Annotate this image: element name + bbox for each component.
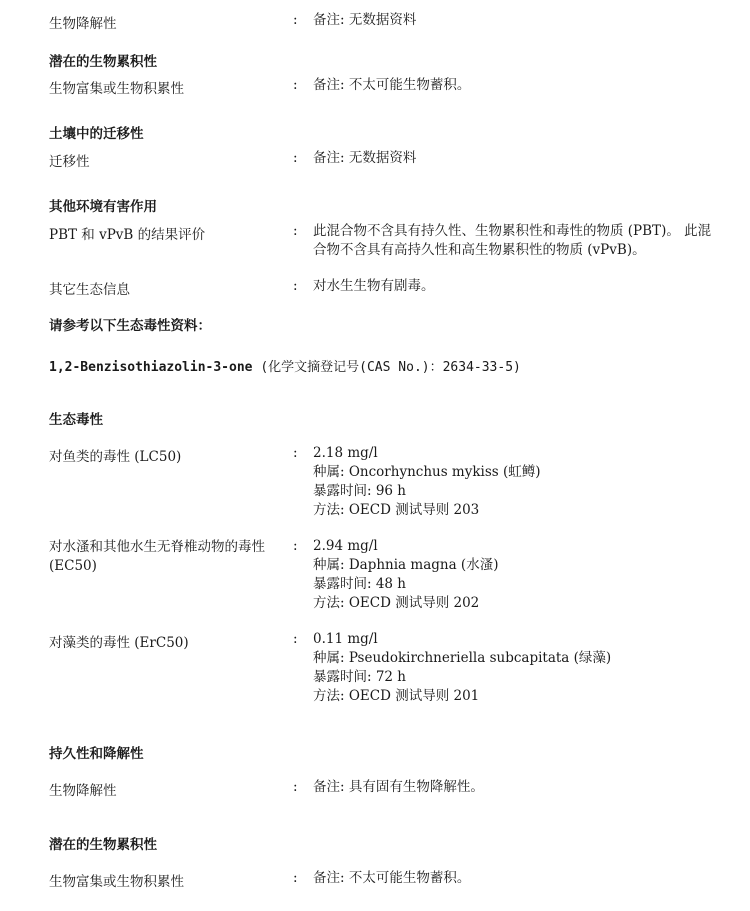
substance-cas: (化学文摘登记号(CAS No.)：2634-33-5) xyxy=(252,360,521,375)
persistence-biodeg-value: 备注: 具有固有生物降解性。 xyxy=(313,779,484,795)
daphnia-species: 种属: Daphnia magna (水溞) xyxy=(313,557,499,573)
daphnia-value: 2.94 mg/l xyxy=(313,538,378,554)
colon: : xyxy=(293,77,298,93)
bioconcentration-label: 生物富集或生物积累性 xyxy=(49,81,184,97)
bioaccumulation-heading-2: 潜在的生物累积性 xyxy=(49,837,157,853)
bioaccumulation-heading: 潜在的生物累积性 xyxy=(49,54,157,70)
pbt-assessment-line2: 合物不含具有高持久性和高生物累积性的物质 (vPvB)。 xyxy=(313,242,646,258)
refer-heading: 请参考以下生态毒性资料： xyxy=(49,318,211,334)
daphnia-method: 方法: OECD 测试导则 202 xyxy=(313,595,480,611)
colon: : xyxy=(293,631,298,647)
substance-name: 1,2-Benzisothiazolin-3-one xyxy=(49,360,253,375)
colon: : xyxy=(293,150,298,166)
biodegradability-value: 备注: 无数据资料 xyxy=(313,12,417,28)
algae-value: 0.11 mg/l xyxy=(313,631,378,647)
pbt-assessment-label: PBT 和 vPvB 的结果评价 xyxy=(49,227,206,243)
pbt-assessment-line1: 此混合物不含具有持久性、生物累积性和毒性的物质 (PBT)。 此混 xyxy=(313,223,712,239)
bioconcentration-label-2: 生物富集或生物积累性 xyxy=(49,874,184,890)
algae-species: 种属: Pseudokirchneriella subcapitata (绿藻) xyxy=(313,650,612,666)
daphnia-exposure: 暴露时间: 48 h xyxy=(313,576,407,592)
eco-info-label: 其它生态信息 xyxy=(49,282,130,298)
persistence-biodeg-label: 生物降解性 xyxy=(49,783,117,799)
colon: : xyxy=(293,12,298,28)
mobility-value: 备注: 无数据资料 xyxy=(313,150,417,166)
colon: : xyxy=(293,278,298,294)
fish-species: 种属: Oncorhynchus mykiss (虹鳟) xyxy=(313,464,541,480)
substance-line xyxy=(49,356,521,375)
colon: : xyxy=(293,779,298,795)
algae-exposure: 暴露时间: 72 h xyxy=(313,669,407,685)
colon: : xyxy=(293,223,298,239)
fish-toxicity-label: 对鱼类的毒性 (LC50) xyxy=(49,449,182,465)
fish-method: 方法: OECD 测试导则 203 xyxy=(313,502,480,518)
algae-method: 方法: OECD 测试导则 201 xyxy=(313,688,480,704)
colon: : xyxy=(293,538,298,554)
mobility-label: 迁移性 xyxy=(49,154,90,170)
eco-info-value: 对水生生物有剧毒。 xyxy=(313,278,435,294)
other-adverse-effects-heading: 其他环境有害作用 xyxy=(49,199,157,215)
persistence-heading: 持久性和降解性 xyxy=(49,746,144,762)
ecotoxicity-heading: 生态毒性 xyxy=(49,412,103,428)
fish-value: 2.18 mg/l xyxy=(313,445,378,461)
bioconcentration-value-2: 备注: 不太可能生物蓄积。 xyxy=(313,870,471,886)
colon: : xyxy=(293,870,298,886)
algae-toxicity-label: 对藻类的毒性 (ErC50) xyxy=(49,635,189,651)
colon: : xyxy=(293,445,298,461)
biodegradability-label: 生物降解性 xyxy=(49,16,117,32)
daphnia-toxicity-label: 对水溞和其他水生无脊椎动物的毒性 (EC50) xyxy=(49,539,265,574)
soil-mobility-heading: 土壤中的迁移性 xyxy=(49,126,144,142)
bioconcentration-value: 备注: 不太可能生物蓄积。 xyxy=(313,77,471,93)
fish-exposure: 暴露时间: 96 h xyxy=(313,483,407,499)
